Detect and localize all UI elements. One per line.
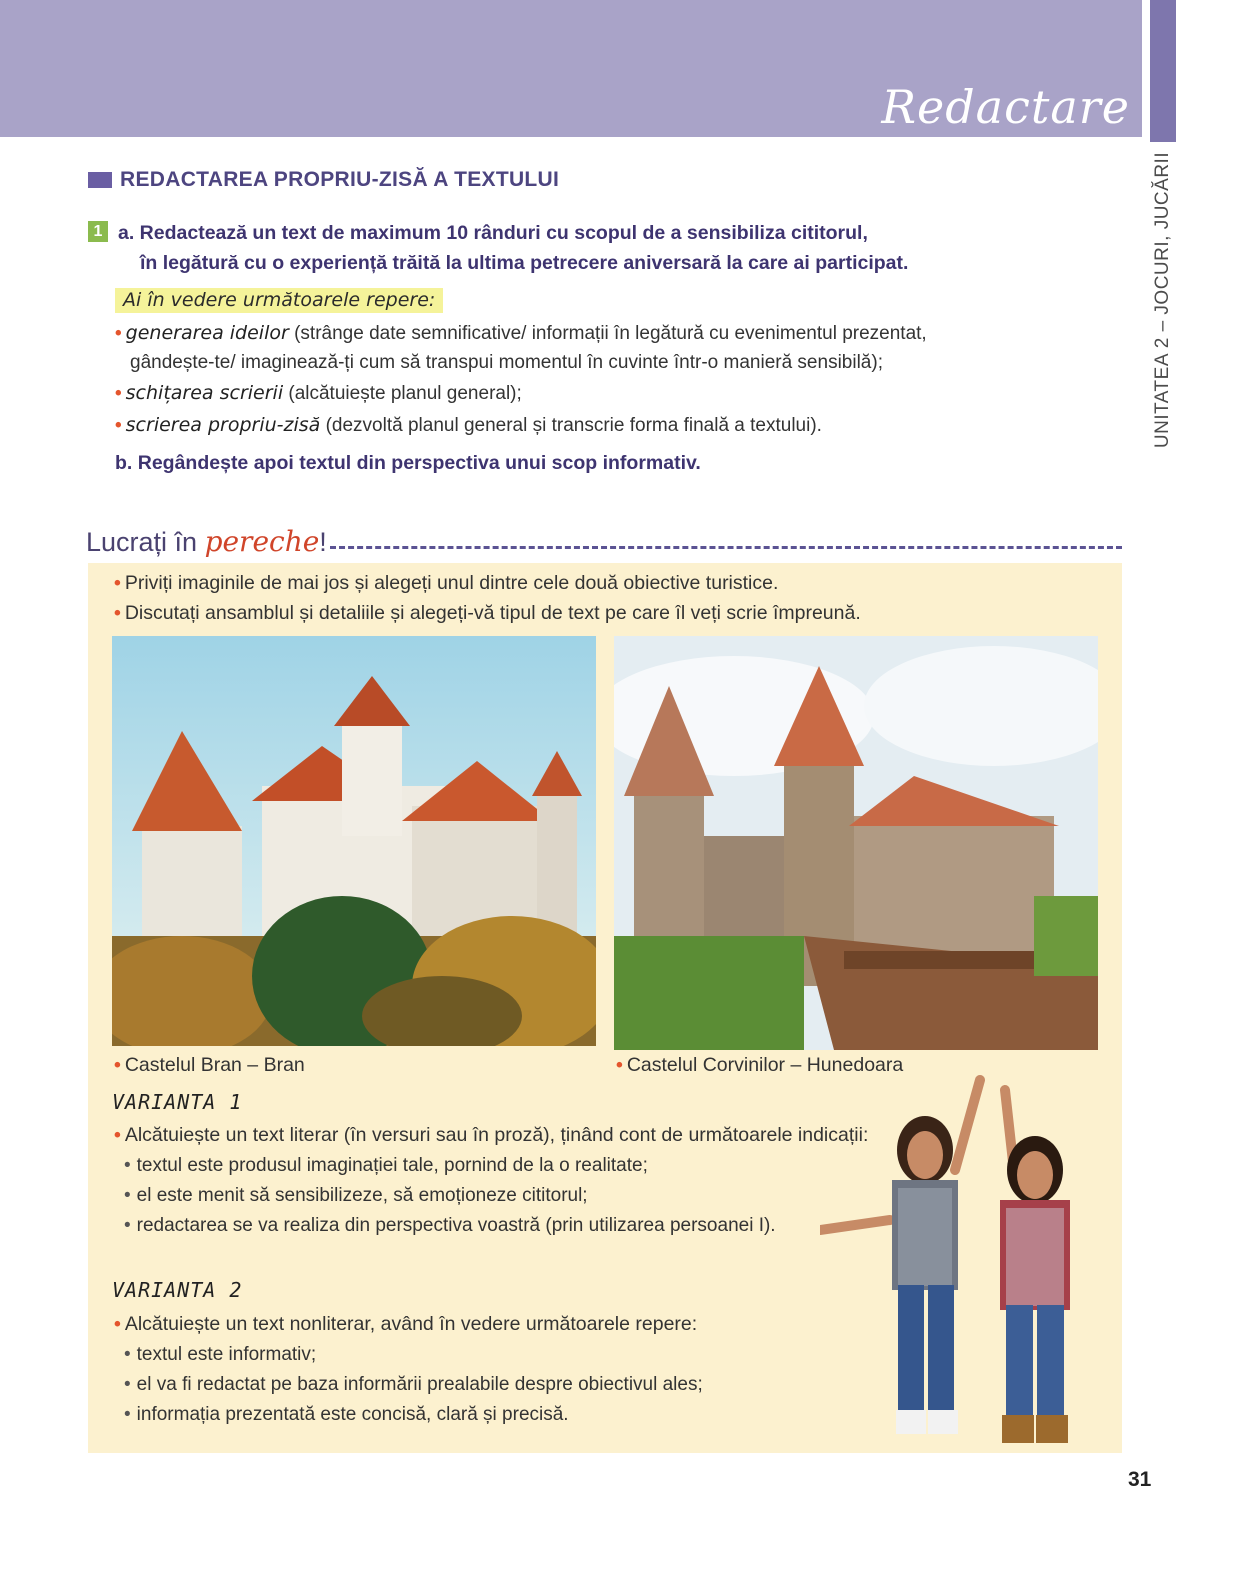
variant-2-item: • informația prezentată este concisă, clară și precisă. [124, 1404, 569, 1425]
guideline-item [115, 318, 927, 349]
pair-script-word: pereche [204, 525, 320, 558]
variant-1-item: • redactarea se va realiza din perspectiva voastră (prin utilizarea persoanei I). [124, 1215, 776, 1236]
variant-item-text: el va fi redactat pe baza informării prealabile despre obiectivul ales; [136, 1374, 703, 1395]
guideline-keyword: schițarea scrierii [125, 382, 284, 404]
instruction-text: Priviți imaginile de mai jos și alegeți unul dintre cele două obiective turistice. [124, 572, 779, 594]
instruction-item [114, 568, 778, 598]
guideline-text: gândește-te/ imaginează-ți cum să transpui momentul în cuvinte într-o manieră sensibilă); [130, 352, 883, 373]
bullet-icon: • [114, 1124, 121, 1146]
instruction-item [114, 598, 861, 628]
variant-2-item: • el va fi redactat pe baza informării prealabile despre obiectivul ales; [124, 1374, 703, 1395]
task-1 [88, 218, 1118, 278]
guideline-item [130, 348, 883, 378]
variant-1-lead [114, 1120, 868, 1150]
variant-1-item: • textul este produsul imaginației tale, pornind de la o realitate; [124, 1155, 648, 1176]
bullet-icon: • [115, 383, 122, 404]
bullet-icon: • [114, 1313, 121, 1335]
bullet-icon: • [114, 602, 121, 624]
task-number-badge: 1 [88, 221, 108, 242]
bullet-icon: • [114, 1054, 121, 1076]
task-a-line1: a. Redactează un text de maximum 10 rânduri cu scopul de a sensibiliza cititorul, [118, 222, 868, 244]
unit-label: UNITATEA 2 – JOCURI, JUCĂRII [1152, 151, 1173, 449]
variant-lead-text: Alcătuiește un text nonliterar, având în vedere următoarele repere: [124, 1313, 698, 1335]
side-tab [1150, 0, 1176, 142]
variant-1-title: VARIANTA 1 [112, 1090, 243, 1114]
pair-work-heading [86, 525, 327, 558]
variant-lead-text: Alcătuiește un text literar (în versuri sau în proză), ținând cont de următoarele indicații: [124, 1124, 869, 1146]
bullet-icon: • [616, 1054, 623, 1076]
variant-item-text: textul este informativ; [136, 1344, 317, 1365]
variant-item-text: redactarea se va realiza din perspectiva voastră (prin utilizarea persoanei I). [136, 1215, 776, 1236]
section-heading-text: REDACTAREA PROPRIU-ZISĂ A TEXTULUI [120, 168, 560, 191]
page-number: 31 [1128, 1468, 1152, 1491]
task-b: b. Regândește apoi textul din perspectiva unui scop informativ. [115, 452, 701, 474]
bullet-icon: • [115, 415, 122, 436]
caption-text: Castelul Bran – Bran [124, 1054, 305, 1076]
corvin-castle-photo [614, 636, 1098, 1050]
guideline-text: (dezvoltă planul general și transcrie forma finală a textului). [320, 415, 822, 436]
variant-2-item: • textul este informativ; [124, 1344, 317, 1365]
guideline-item [115, 410, 822, 441]
task-a-line2: în legătură cu o experiență trăită la ultima petrecere aniversară la care ai participat. [140, 252, 909, 274]
guideline-keyword: scrierea propriu-zisă [125, 414, 321, 436]
variant-item-text: informația prezentată este concisă, clară și precisă. [136, 1404, 569, 1425]
girls-waving-photo [820, 1070, 1120, 1450]
variant-item-text: el este menit să sensibilizeze, să emoționeze cititorul; [136, 1185, 588, 1206]
variant-item-text: textul este produsul imaginației tale, pornind de la o realitate; [136, 1155, 648, 1176]
variant-1-item: • el este menit să sensibilizeze, să emoționeze cititorul; [124, 1185, 588, 1206]
section-heading [88, 168, 559, 192]
highlight-note: Ai în vedere următoarele repere: [115, 288, 443, 313]
variant-2-title: VARIANTA 2 [112, 1278, 243, 1302]
bullet-icon: • [115, 323, 122, 344]
caption-text: Castelul Corvinilor – Hunedoara [626, 1054, 904, 1076]
instruction-text: Discutați ansamblul și detaliile și alegeți-vă tipul de text pe care îl veți scrie împreună. [124, 602, 861, 624]
heading-square-icon [88, 172, 112, 188]
guideline-text: (alcătuiește planul general); [283, 383, 522, 404]
guideline-text: (strânge date semnificative/ informații în legătură cu evenimentul prezentat, [288, 323, 927, 344]
bran-castle-photo [112, 636, 596, 1046]
dashed-divider [330, 546, 1122, 549]
photo-caption [114, 1054, 305, 1077]
variant-2-lead [114, 1309, 697, 1339]
pair-prefix: Lucrați în [86, 527, 205, 557]
guideline-item [115, 378, 522, 409]
section-title: Redactare [881, 80, 1130, 134]
guideline-keyword: generarea ideilor [125, 322, 289, 344]
pair-suffix: ! [319, 527, 327, 557]
bullet-icon: • [114, 572, 121, 594]
